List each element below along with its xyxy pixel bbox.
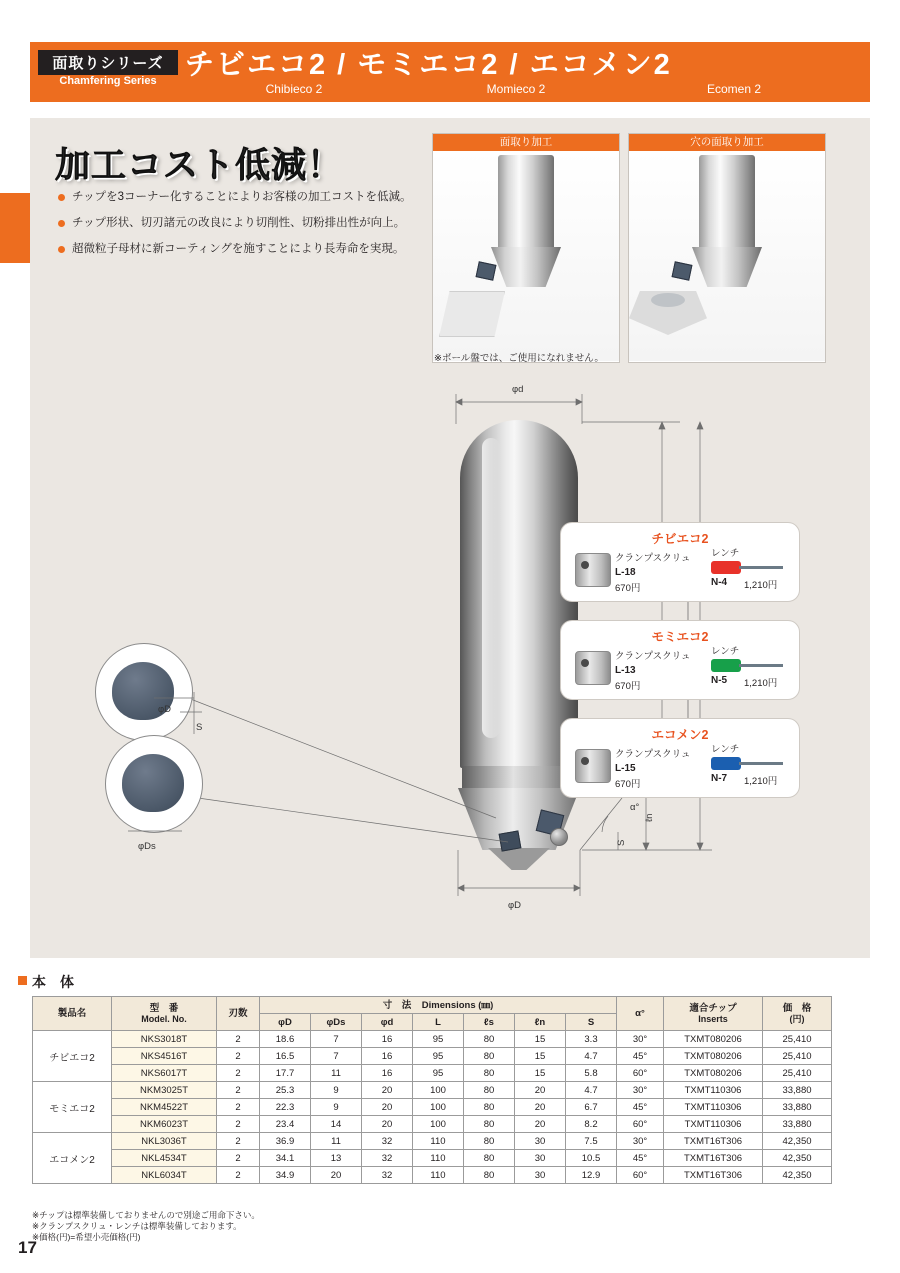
cell-model: NKM6023T <box>112 1116 217 1133</box>
cell-insert: TXMT110306 <box>664 1116 763 1133</box>
cell-insert: TXMT080206 <box>664 1065 763 1082</box>
cell-alpha: 30° <box>617 1082 664 1099</box>
wrench-price: 1,210円 <box>744 776 778 787</box>
footnote: ※価格(円)=希望小売価格(円) <box>32 1232 141 1242</box>
th-alpha: α° <box>617 997 664 1031</box>
th-dims-unit: (㎜) <box>478 999 494 1010</box>
series-badge <box>38 48 178 96</box>
th-dims-en: Dimensions <box>421 999 476 1011</box>
screw-label: クランプスクリュ <box>615 749 691 760</box>
cell-ls: 80 <box>464 1167 515 1184</box>
cell-phid: 32 <box>362 1133 413 1150</box>
cell-ln: 20 <box>515 1082 566 1099</box>
cell-phiDs: 13 <box>311 1150 362 1167</box>
cell-insert: TXMT080206 <box>664 1031 763 1048</box>
cell-phiD: 17.7 <box>260 1065 311 1082</box>
screw-model: L-13 <box>615 665 636 676</box>
wrench-icon <box>711 559 781 575</box>
dim-label-phiDs-detail: φDs <box>138 841 156 852</box>
cell-ls: 80 <box>464 1133 515 1150</box>
photo-caption: 穴の面取り加工 <box>629 134 825 151</box>
photo-image <box>433 151 619 361</box>
tool-head <box>692 247 762 287</box>
body-spec-table <box>32 996 832 1184</box>
cell-L: 95 <box>413 1048 464 1065</box>
cell-ls: 80 <box>464 1082 515 1099</box>
th-price <box>763 997 832 1031</box>
cell-phiD: 16.5 <box>260 1048 311 1065</box>
cell-teeth: 2 <box>217 1133 260 1150</box>
workpiece <box>439 291 505 337</box>
wrench-label: レンチ <box>711 646 740 657</box>
cell-phid: 20 <box>362 1116 413 1133</box>
accessory-title: チビエコ2 <box>651 532 709 546</box>
cell-phiDs: 7 <box>311 1048 362 1065</box>
cell-L: 100 <box>413 1082 464 1099</box>
wrench-model: N-4 <box>711 577 728 588</box>
tool-illustration <box>688 155 766 287</box>
accessory-box-chibieco <box>560 522 800 602</box>
cell-phid: 16 <box>362 1031 413 1048</box>
wrench-rod <box>739 664 783 667</box>
subtitle-ecomen: Ecomen 2 <box>706 82 762 96</box>
cell-insert: TXMT110306 <box>664 1082 763 1099</box>
cell-phiDs: 14 <box>311 1116 362 1133</box>
th-model <box>112 997 217 1031</box>
cell-phid: 32 <box>362 1150 413 1167</box>
th-insert <box>664 997 763 1031</box>
cell-ls: 80 <box>464 1065 515 1082</box>
cell-model: NKL6034T <box>112 1167 217 1184</box>
cell-phiD: 23.4 <box>260 1116 311 1133</box>
cell-phid: 20 <box>362 1099 413 1116</box>
cell-L: 110 <box>413 1150 464 1167</box>
cell-ln: 20 <box>515 1099 566 1116</box>
table-row <box>33 1116 832 1133</box>
feature-bullet: チップ形状、切刃諸元の改良により切削性、切粉排出性が向上。 <box>58 216 418 231</box>
cell-L: 110 <box>413 1133 464 1150</box>
feature-bullet: 超微粒子母材に新コーティングを施すことにより長寿命を実現。 <box>58 242 418 257</box>
insert-tip-icon <box>672 261 693 280</box>
cell-S: 12.9 <box>566 1167 617 1184</box>
table-row <box>33 1065 832 1082</box>
th-phid: φd <box>362 1014 413 1031</box>
wrench-handle <box>711 561 741 574</box>
cell-product: チビエコ2 <box>33 1031 112 1082</box>
accessory-title: モミエコ2 <box>651 630 709 644</box>
cell-S: 7.5 <box>566 1133 617 1150</box>
table-row <box>33 1048 832 1065</box>
table-row <box>33 1133 832 1150</box>
page-header <box>30 42 870 102</box>
th-ln: ℓn <box>515 1014 566 1031</box>
cell-model: NKM3025T <box>112 1082 217 1099</box>
cell-teeth: 2 <box>217 1065 260 1082</box>
cell-insert: TXMT080206 <box>664 1048 763 1065</box>
wrench-label: レンチ <box>711 744 740 755</box>
cell-ln: 30 <box>515 1133 566 1150</box>
cell-S: 8.2 <box>566 1116 617 1133</box>
screw-model: L-15 <box>615 763 636 774</box>
wrench-price: 1,210円 <box>744 580 778 591</box>
cell-phiD: 34.1 <box>260 1150 311 1167</box>
table-row <box>33 1150 832 1167</box>
cell-model: NKL4534T <box>112 1150 217 1167</box>
dim-label-S: S <box>616 839 627 846</box>
subtitle-chibieco: Chibieco 2 <box>265 82 323 96</box>
cell-ls: 80 <box>464 1150 515 1167</box>
cell-price: 25,410 <box>763 1031 832 1048</box>
wrench-handle <box>711 757 741 770</box>
subtitle-momieco: Momieco 2 <box>486 82 546 96</box>
th-ls: ℓs <box>464 1014 515 1031</box>
th-dims-jp: 寸 法 <box>382 999 412 1011</box>
cell-product: エコメン2 <box>33 1133 112 1184</box>
wrench-icon <box>711 657 781 673</box>
cell-model: NKS4516T <box>112 1048 217 1065</box>
wrench-model: N-5 <box>711 675 728 686</box>
cell-teeth: 2 <box>217 1048 260 1065</box>
dim-label-phid: φd <box>512 384 524 395</box>
screw-model: L-18 <box>615 567 636 578</box>
cell-teeth: 2 <box>217 1150 260 1167</box>
accessory-box-ecomen <box>560 718 800 798</box>
cell-S: 3.3 <box>566 1031 617 1048</box>
photo-caption: 面取り加工 <box>433 134 619 151</box>
cell-teeth: 2 <box>217 1116 260 1133</box>
insert-tip-icon <box>476 261 497 280</box>
cell-L: 110 <box>413 1167 464 1184</box>
cell-phiD: 18.6 <box>260 1031 311 1048</box>
cell-L: 100 <box>413 1116 464 1133</box>
cell-phiDs: 7 <box>311 1031 362 1048</box>
cell-alpha: 45° <box>617 1048 664 1065</box>
cell-teeth: 2 <box>217 1082 260 1099</box>
th-model-en: Model. No. <box>141 1013 187 1024</box>
table-row <box>33 1167 832 1184</box>
dim-label-alpha: α° <box>630 802 640 813</box>
feature-bullet: チップを3コーナー化することによりお客様の加工コストを低減。 <box>58 190 418 205</box>
cell-insert: TXMT110306 <box>664 1099 763 1116</box>
cell-ln: 15 <box>515 1031 566 1048</box>
cell-alpha: 45° <box>617 1150 664 1167</box>
wrench-handle <box>711 659 741 672</box>
table-row <box>33 1031 832 1048</box>
tool-shank <box>699 155 755 247</box>
dim-label-phiD: φD <box>508 900 522 911</box>
cell-ln: 15 <box>515 1048 566 1065</box>
cell-S: 4.7 <box>566 1082 617 1099</box>
wrench-model: N-7 <box>711 773 728 784</box>
th-dimensions-group <box>260 997 617 1014</box>
cell-alpha: 30° <box>617 1133 664 1150</box>
cell-phiDs: 20 <box>311 1167 362 1184</box>
cell-model: NKL3036T <box>112 1133 217 1150</box>
tool-head <box>491 247 561 287</box>
cell-ls: 80 <box>464 1031 515 1048</box>
photo-chamfering <box>432 133 620 363</box>
clamp-screw-icon <box>575 553 611 587</box>
cell-phid: 16 <box>362 1048 413 1065</box>
screw-price: 670円 <box>615 583 641 594</box>
cell-alpha: 45° <box>617 1099 664 1116</box>
cell-ln: 30 <box>515 1167 566 1184</box>
page-title: チビエコ2 / モミエコ2 / エコメン2 <box>185 48 672 81</box>
table-row <box>33 1099 832 1116</box>
cell-alpha: 30° <box>617 1031 664 1048</box>
cell-ln: 15 <box>515 1065 566 1082</box>
th-L: L <box>413 1014 464 1031</box>
tool-shank <box>498 155 554 247</box>
cell-model: NKS3018T <box>112 1031 217 1048</box>
th-phiDs: φDs <box>311 1014 362 1031</box>
workpiece-hole <box>651 293 685 307</box>
th-model-jp: 型 番 <box>149 1002 179 1014</box>
dim-label-S-detail: S <box>196 722 203 733</box>
photo-hole-chamfering <box>628 133 826 363</box>
cell-S: 5.8 <box>566 1065 617 1082</box>
cell-teeth: 2 <box>217 1031 260 1048</box>
cell-phiD: 36.9 <box>260 1133 311 1150</box>
cell-phiD: 22.3 <box>260 1099 311 1116</box>
th-price-jp: 価 格 <box>782 1002 812 1014</box>
dim-label-ln: ℓn <box>644 813 655 822</box>
wrench-rod <box>739 762 783 765</box>
cell-model: NKM4522T <box>112 1099 217 1116</box>
cell-alpha: 60° <box>617 1065 664 1082</box>
cell-alpha: 60° <box>617 1167 664 1184</box>
cell-L: 95 <box>413 1031 464 1048</box>
cell-phiDs: 11 <box>311 1065 362 1082</box>
footnote: ※クランプスクリュ・レンチは標準装備しております。 <box>32 1221 242 1231</box>
cell-insert: TXMT16T306 <box>664 1133 763 1150</box>
wrench-icon <box>711 755 781 771</box>
accessory-connectors <box>430 520 570 810</box>
cell-S: 4.7 <box>566 1048 617 1065</box>
cell-L: 95 <box>413 1065 464 1082</box>
th-teeth: 刃数 <box>217 997 260 1031</box>
wrench-price: 1,210円 <box>744 678 778 689</box>
screw-price: 670円 <box>615 779 641 790</box>
cell-insert: TXMT16T306 <box>664 1167 763 1184</box>
screw-label: クランプスクリュ <box>615 651 691 662</box>
cell-phiD: 25.3 <box>260 1082 311 1099</box>
detail-view-insert-bottom <box>105 735 203 833</box>
side-index-tab <box>0 193 30 263</box>
cell-price: 42,350 <box>763 1150 832 1167</box>
screw-price: 670円 <box>615 681 641 692</box>
feature-bullets <box>58 190 418 268</box>
cell-price: 25,410 <box>763 1048 832 1065</box>
cell-price: 33,880 <box>763 1082 832 1099</box>
cell-price: 42,350 <box>763 1167 832 1184</box>
cell-ln: 30 <box>515 1150 566 1167</box>
photo-image <box>629 151 825 361</box>
headline: 加工コスト低減！ <box>55 146 344 185</box>
cell-phiDs: 9 <box>311 1082 362 1099</box>
detail-dim-bottom <box>120 825 210 865</box>
th-S: S <box>566 1014 617 1031</box>
cell-teeth: 2 <box>217 1099 260 1116</box>
page-subtitle <box>185 82 865 100</box>
cell-alpha: 60° <box>617 1116 664 1133</box>
clamp-screw-icon <box>575 749 611 783</box>
series-badge-en: Chamfering Series <box>59 75 157 87</box>
tool-illustration <box>487 155 565 287</box>
cell-model: NKS6017T <box>112 1065 217 1082</box>
th-phiD: φD <box>260 1014 311 1031</box>
series-badge-jp: 面取りシリーズ <box>38 50 178 75</box>
cell-phid: 32 <box>362 1167 413 1184</box>
wrench-rod <box>739 566 783 569</box>
cell-price: 25,410 <box>763 1065 832 1082</box>
accessory-title: エコメン2 <box>651 728 709 742</box>
cell-phid: 20 <box>362 1082 413 1099</box>
cell-L: 100 <box>413 1099 464 1116</box>
th-price-unit: (円) <box>789 1013 805 1024</box>
th-insert-en: Inserts <box>698 1013 728 1024</box>
cell-teeth: 2 <box>217 1167 260 1184</box>
th-product: 製品名 <box>33 997 112 1031</box>
cell-ls: 80 <box>464 1116 515 1133</box>
table-footnotes <box>32 1210 260 1243</box>
clamp-screw-icon <box>575 651 611 685</box>
cell-price: 33,880 <box>763 1116 832 1133</box>
th-insert-jp: 適合チップ <box>689 1002 737 1014</box>
footnote: ※チップは標準装備しておりませんので別途ご用命下さい。 <box>32 1210 260 1220</box>
cell-phid: 16 <box>362 1065 413 1082</box>
cell-ls: 80 <box>464 1099 515 1116</box>
section-title: 本 体 <box>32 974 74 990</box>
cell-insert: TXMT16T306 <box>664 1150 763 1167</box>
table-row <box>33 1082 832 1099</box>
cell-phiDs: 11 <box>311 1133 362 1150</box>
cell-product: モミエコ2 <box>33 1082 112 1133</box>
insert-detail-shape <box>122 754 184 812</box>
cell-phiDs: 9 <box>311 1099 362 1116</box>
cell-S: 10.5 <box>566 1150 617 1167</box>
cell-phiD: 34.9 <box>260 1167 311 1184</box>
photo-note: ※ボール盤では、ご使用になれません。 <box>434 353 604 364</box>
cell-price: 33,880 <box>763 1099 832 1116</box>
accessory-box-momieco <box>560 620 800 700</box>
page-number: 17 <box>18 1238 37 1257</box>
dim-label-phiD-detail: φD <box>158 704 172 715</box>
wrench-label: レンチ <box>711 548 740 559</box>
cell-ls: 80 <box>464 1048 515 1065</box>
screw-label: クランプスクリュ <box>615 553 691 564</box>
cell-price: 42,350 <box>763 1133 832 1150</box>
cell-ln: 20 <box>515 1116 566 1133</box>
cell-S: 6.7 <box>566 1099 617 1116</box>
